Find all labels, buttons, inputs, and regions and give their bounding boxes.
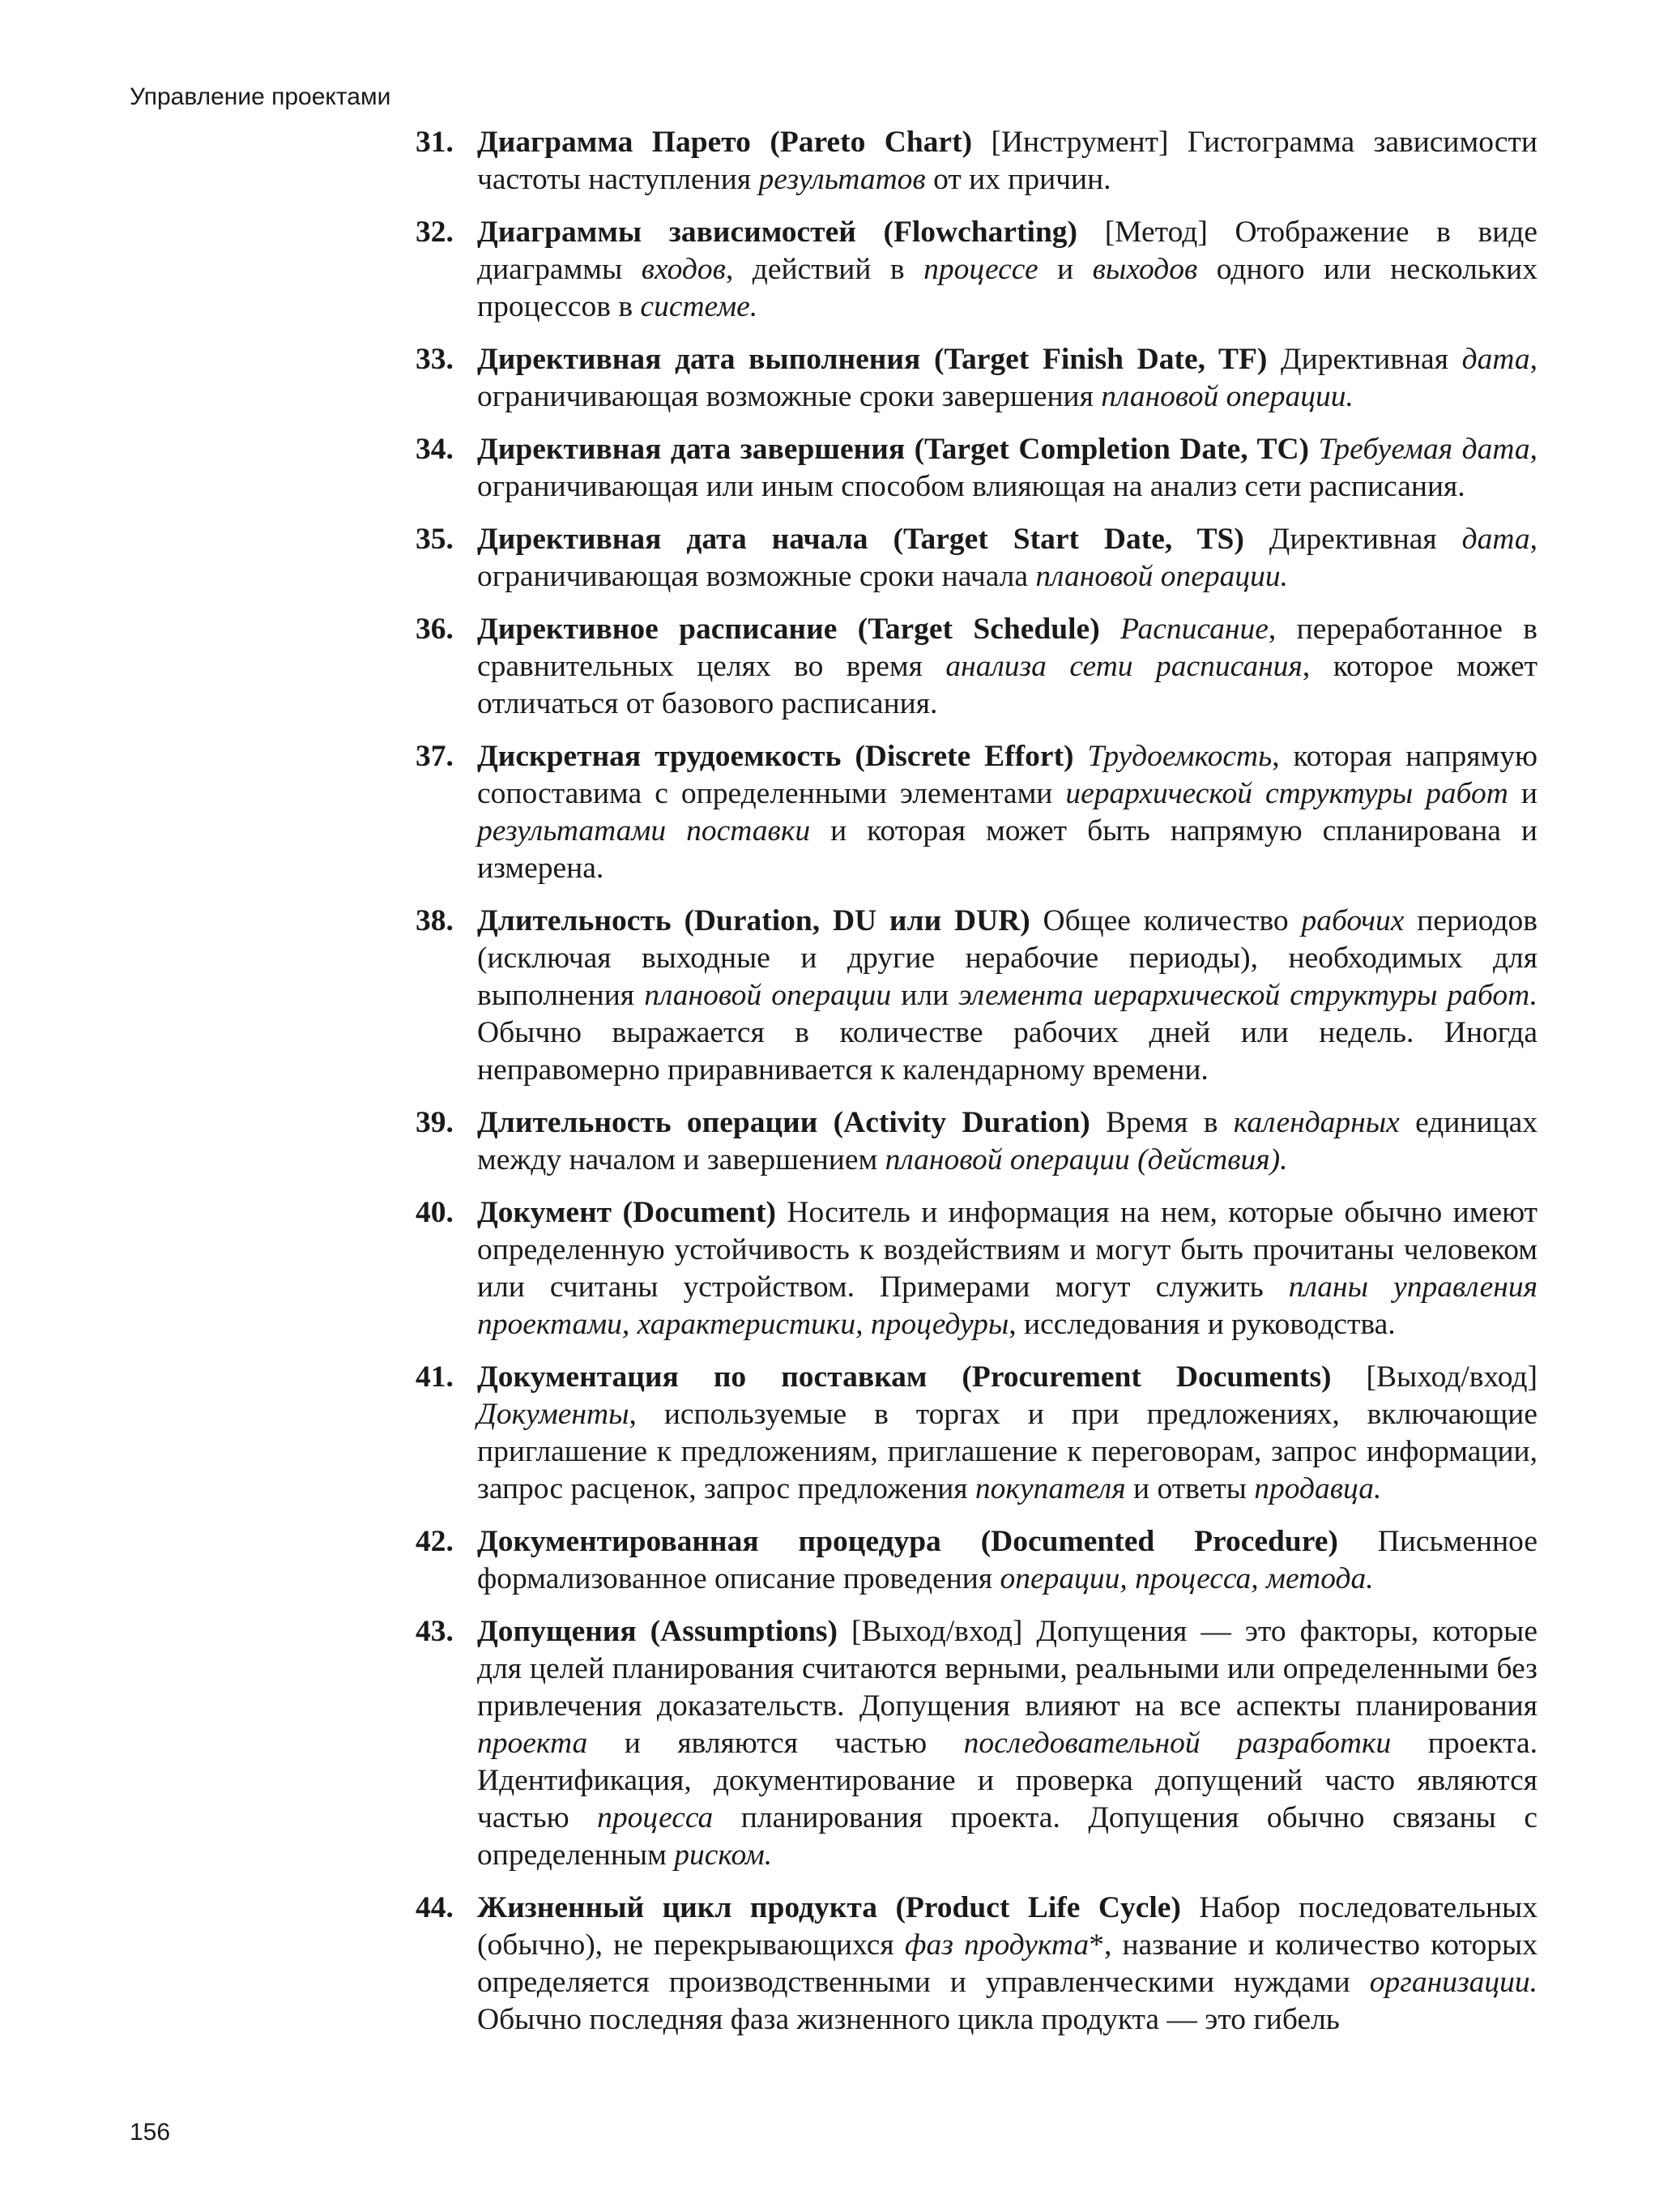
- entry-text: , ограничивающая возможные сроки начала: [477, 523, 1537, 593]
- entry-term: Диаграмма Парето (Pareto Chart): [477, 126, 973, 159]
- entry-text: Письменное формализованное описание проведения: [477, 1525, 1538, 1595]
- entry-text: , ограничивающая или иным способом влияющая на анализ сети расписания.: [477, 433, 1538, 503]
- entry-italic-text: Требуемая дата: [1318, 433, 1530, 466]
- entry-text: , ограничивающая возможные сроки завершения: [477, 343, 1537, 413]
- entry-text: , которое может отличаться от базового расписания.: [477, 650, 1537, 720]
- entry-italic-text: Трудоемкость: [1087, 740, 1273, 773]
- entry-text: Время в: [1090, 1106, 1234, 1139]
- glossary-entry: [416, 124, 1537, 199]
- entry-text: единицах между началом и завершением: [477, 1106, 1538, 1176]
- entry-text: Обычно выражается в количестве рабочих дней или недель. Иногда неправомерно приравнивается к календарному времени.: [477, 1016, 1537, 1087]
- entry-italic-text: дата: [1461, 523, 1530, 556]
- entry-term: Дискретная трудоемкость (Discrete Effort): [477, 740, 1074, 773]
- entry-number: 34.: [416, 433, 454, 466]
- entry-term: Жизненный цикл продукта (Product Life Cycle): [477, 1891, 1181, 1924]
- entry-italic-text: результатами поставки: [477, 814, 811, 848]
- entry-text: [1309, 433, 1318, 466]
- entry-number: 43.: [416, 1615, 454, 1648]
- entry-italic-text: процесса: [597, 1801, 714, 1834]
- entry-italic-text: системе.: [640, 290, 758, 323]
- entry-number: 39.: [416, 1106, 454, 1139]
- entry-text: Общее количество: [1030, 904, 1302, 937]
- entry-number: 33.: [416, 343, 454, 376]
- entry-italic-text: рабочих: [1301, 904, 1405, 937]
- glossary-entry: [416, 521, 1537, 596]
- entry-text: Обычно последняя фаза жизненного цикла продукта — это гибель: [477, 2003, 1340, 2036]
- glossary-entry: [416, 1613, 1537, 1874]
- entry-italic-text: элемента иерархической структуры работ.: [958, 979, 1538, 1012]
- entry-text: [Метод] Отображение в виде диаграммы: [477, 216, 1537, 286]
- entry-italic-text: плановой операции: [644, 979, 892, 1012]
- entry-italic-text: фаз продукта: [904, 1928, 1090, 1962]
- entry-text: , исследования и руководства.: [1009, 1308, 1396, 1341]
- glossary-entry: [416, 1359, 1537, 1508]
- glossary-entry: [416, 341, 1537, 416]
- entry-number: 40.: [416, 1196, 454, 1229]
- entry-term: Документация по поставкам (Procurement Documents): [477, 1360, 1332, 1394]
- entry-italic-text: последовательной разработки: [963, 1727, 1392, 1760]
- glossary-entry: [416, 431, 1537, 506]
- entry-text: [Выход/вход] Допущения — это факторы, которые для целей планирования считаются верными, реальными или определенными без привлечения доказательств. Допущения влияют на все аспекты планирования: [477, 1615, 1537, 1723]
- page-number: 156: [130, 2119, 171, 2146]
- entry-text: планирования проекта. Допущения обычно связаны с определенным: [477, 1801, 1537, 1872]
- entry-italic-text: риском.: [674, 1838, 773, 1872]
- entry-text: и которая может быть напрямую спланирована и измерена.: [477, 814, 1537, 885]
- entry-text: *, название и количество которых определяется производственными и управленческими нуждами: [477, 1928, 1538, 1999]
- entry-term: Директивная дата выполнения (Target Finish Date, TF): [477, 343, 1268, 376]
- entry-italic-text: планы управления проектами, характеристики, процедуры: [477, 1270, 1538, 1341]
- running-header: Управление проектами: [130, 83, 391, 110]
- entry-text: [1074, 740, 1088, 773]
- entry-italic-text: результатов: [758, 163, 926, 196]
- entry-text: [Инструмент] Гистограмма зависимости частоты наступления: [477, 126, 1538, 196]
- entry-text: периодов (исключая выходные и другие нерабочие периоды), необходимых для выполнения: [477, 904, 1537, 1012]
- entry-italic-text: иерархической структуры работ: [1065, 777, 1508, 810]
- entry-text: Набор последовательных (обычно), не перекрывающихся: [477, 1891, 1537, 1962]
- glossary-entry: [416, 1523, 1537, 1598]
- entry-term: Документ (Document): [477, 1196, 777, 1229]
- entry-italic-text: плановой операции.: [1035, 560, 1289, 593]
- glossary-entry: [416, 903, 1537, 1089]
- entry-term: Директивная дата начала (Target Start Date, TS): [477, 523, 1244, 556]
- entry-term: Диаграммы зависимостей (Flowcharting): [477, 216, 1078, 249]
- entry-text: от их причин.: [925, 163, 1111, 196]
- entry-italic-text: покупателя: [975, 1472, 1126, 1505]
- entry-italic-text: плановой операции (действия).: [885, 1143, 1288, 1176]
- entry-term: Допущения (Assumptions): [477, 1615, 838, 1648]
- entry-text: одного или нескольких процессов в: [477, 253, 1537, 323]
- entry-text: и: [1508, 777, 1537, 810]
- entry-italic-text: Расписание: [1120, 613, 1269, 646]
- entry-text: и являются частью: [587, 1727, 964, 1760]
- glossary-list: [416, 124, 1537, 2054]
- entry-italic-text: процессе: [923, 253, 1038, 286]
- entry-text: Директивная: [1243, 523, 1462, 556]
- entry-text: и ответы: [1125, 1472, 1255, 1505]
- entry-text: или: [891, 979, 959, 1012]
- entry-number: 42.: [416, 1525, 454, 1558]
- entry-italic-text: выходов: [1092, 253, 1198, 286]
- entry-term: Директивное расписание (Target Schedule): [477, 613, 1100, 646]
- entry-italic-text: Документы: [477, 1398, 629, 1431]
- entry-number: 37.: [416, 740, 454, 773]
- entry-italic-text: продавца.: [1254, 1472, 1382, 1505]
- entry-text: , действий в: [725, 253, 924, 286]
- entry-italic-text: операции, процесса, метода.: [1000, 1562, 1374, 1595]
- entry-term: Документированная процедура (Documented Procedure): [477, 1525, 1338, 1558]
- entry-italic-text: анализа сети расписания: [945, 650, 1303, 683]
- glossary-entry: [416, 1194, 1537, 1343]
- glossary-entry: [416, 611, 1537, 723]
- glossary-entry: [416, 738, 1537, 887]
- glossary-entry: [416, 1104, 1537, 1179]
- entry-italic-text: проекта: [477, 1727, 588, 1760]
- entry-term: Длительность (Duration, DU или DUR): [477, 904, 1030, 937]
- entry-text: , используемые в торгах и при предложениях, включающие приглашение к предложениям, приглашение к переговорам, запрос информации, запрос расценок, запрос предложения: [477, 1398, 1537, 1505]
- entry-number: 35.: [416, 523, 454, 556]
- entry-term: Директивная дата завершения (Target Completion Date, TC): [477, 433, 1310, 466]
- entry-italic-text: дата: [1461, 343, 1530, 376]
- entry-number: 36.: [416, 613, 454, 646]
- entry-text: и: [1038, 253, 1093, 286]
- entry-text: , которая напрямую сопоставима с определенными элементами: [477, 740, 1538, 810]
- entry-term: Длительность операции (Activity Duration): [477, 1106, 1090, 1139]
- entry-text: , переработанное в сравнительных целях во время: [477, 613, 1538, 683]
- entry-italic-text: плановой операции.: [1101, 380, 1354, 413]
- glossary-entry: [416, 214, 1537, 326]
- entry-number: 38.: [416, 904, 454, 937]
- entry-text: Носитель и информация на нем, которые обычно имеют определенную устойчивость к воздействиям и могут быть прочитаны человеком или считаны устройством. Примерами могут служить: [477, 1196, 1537, 1304]
- entry-number: 44.: [416, 1891, 454, 1924]
- entry-text: [1100, 613, 1120, 646]
- entry-text: Директивная: [1267, 343, 1462, 376]
- entry-number: 31.: [416, 126, 454, 159]
- entry-italic-text: входов: [641, 253, 726, 286]
- entry-italic-text: организации.: [1369, 1966, 1537, 1999]
- entry-number: 41.: [416, 1360, 454, 1394]
- entry-italic-text: календарных: [1233, 1106, 1400, 1139]
- entry-text: проекта. Идентификация, документирование и проверка допущений часто являются частью: [477, 1727, 1538, 1834]
- entry-text: [Выход/вход]: [1331, 1360, 1537, 1394]
- entry-number: 32.: [416, 216, 454, 249]
- glossary-entry: [416, 1890, 1537, 2039]
